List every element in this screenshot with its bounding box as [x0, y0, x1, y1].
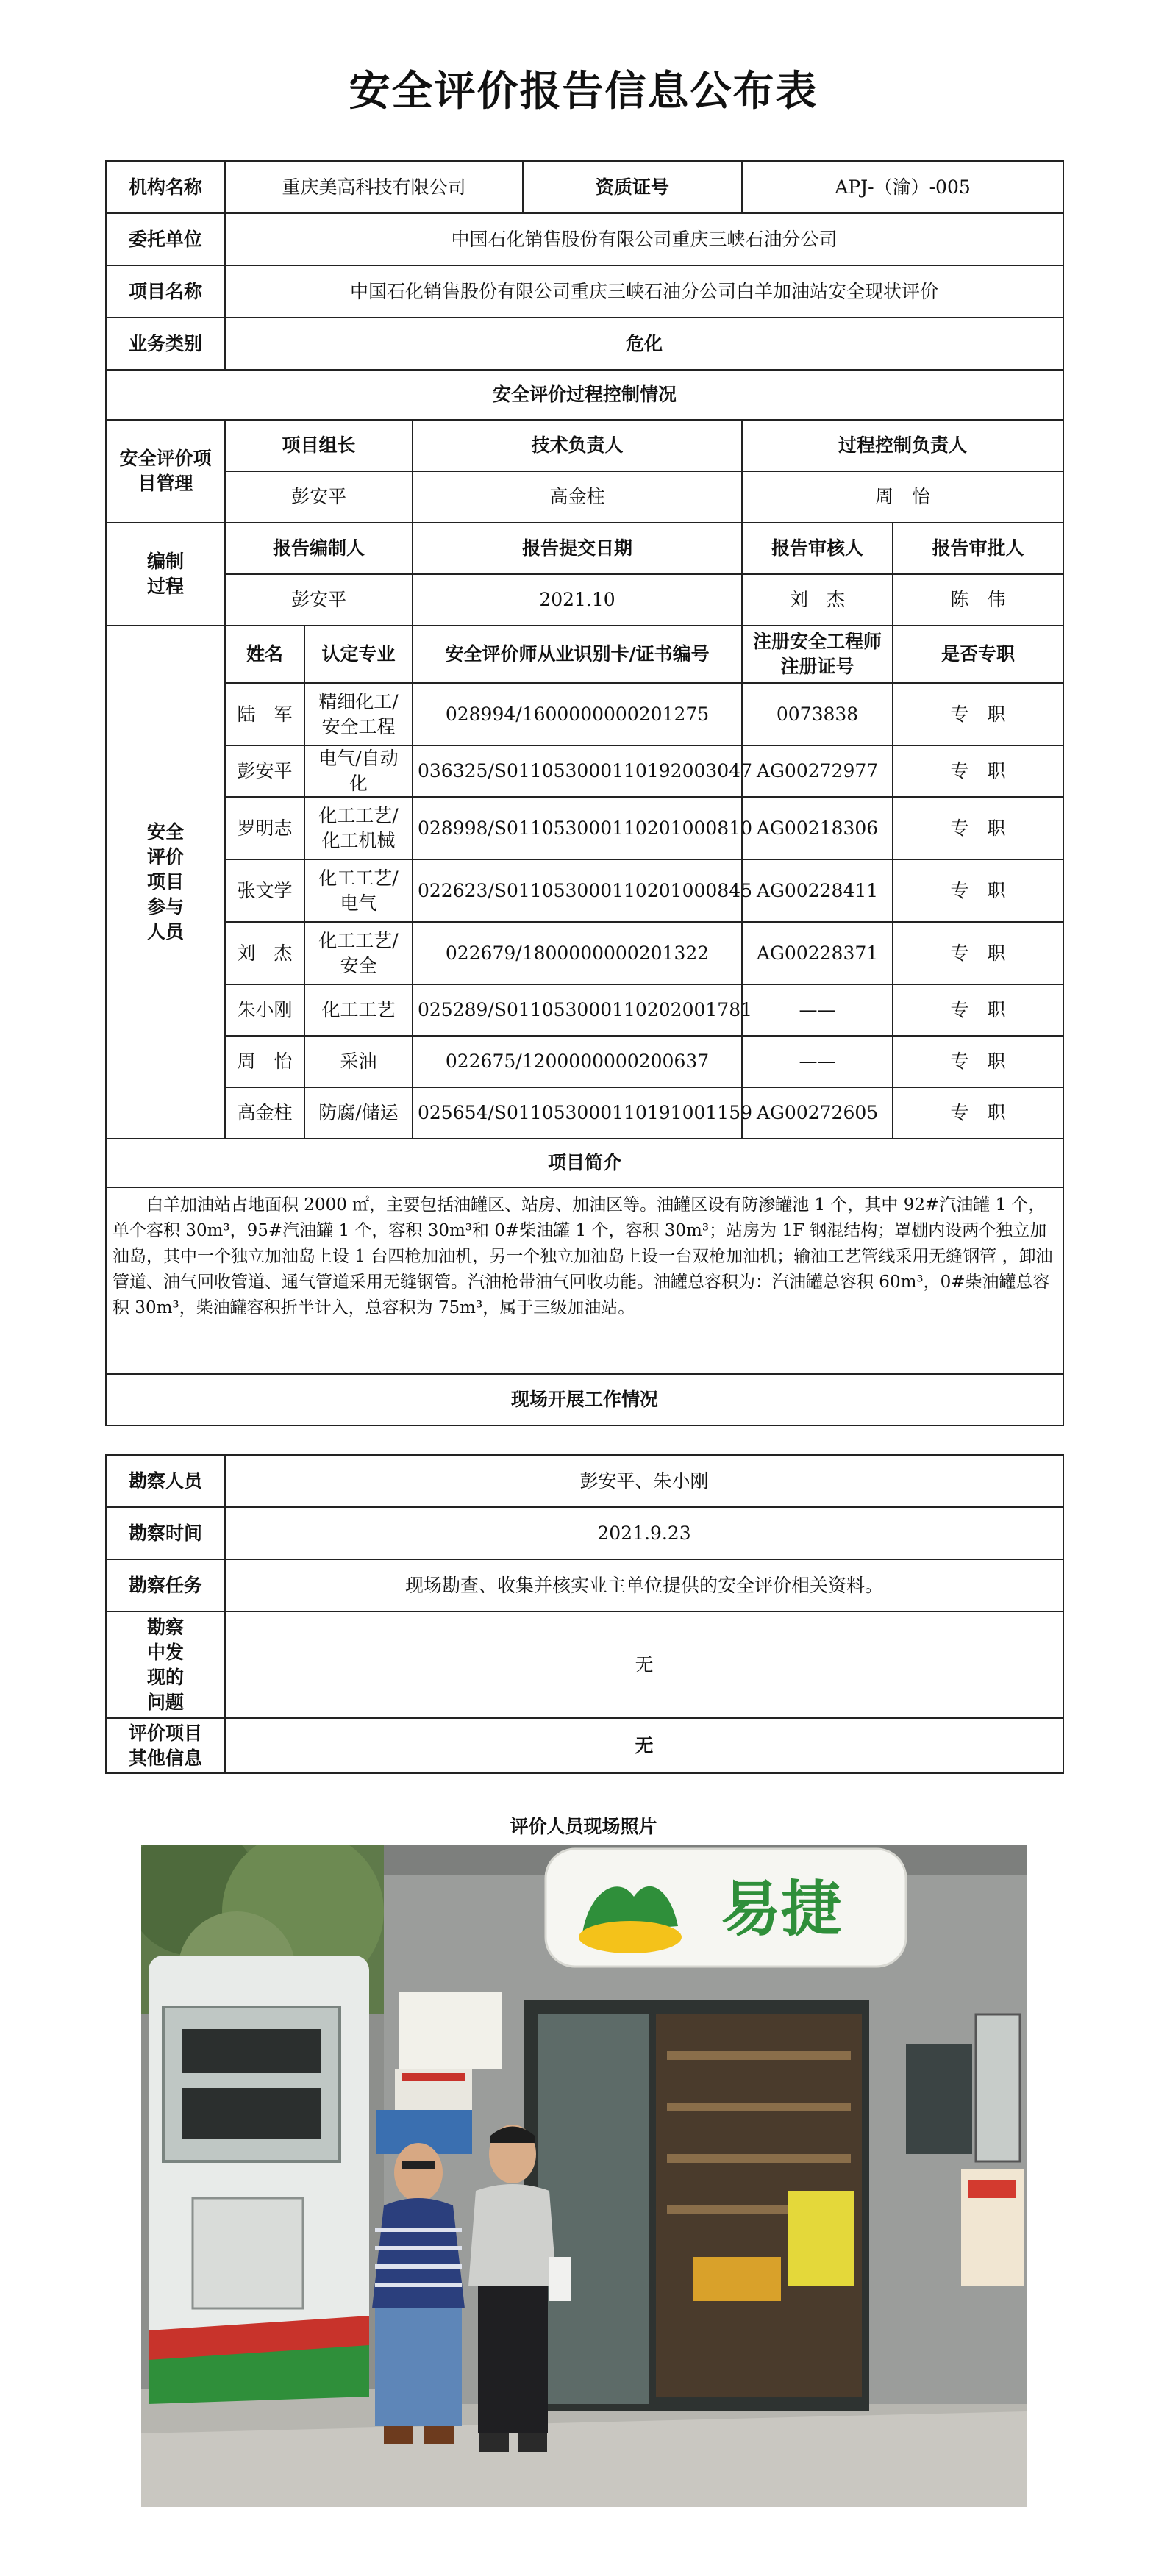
participant-major: 精细化工/安全工程	[304, 683, 413, 745]
project-label: 项目名称	[106, 265, 225, 318]
process-section-title: 安全评价过程控制情况	[106, 370, 1063, 420]
participant-card: 025654/S011053000110191001159	[413, 1087, 742, 1139]
participant-major: 电气/自动化	[304, 745, 413, 797]
participant-card: 036325/S011053000110192003047	[413, 745, 742, 797]
compile-header: 报告编制人	[225, 523, 413, 574]
mgmt-header: 过程控制负责人	[742, 420, 1063, 471]
participants-label	[106, 626, 225, 1139]
participants-label-text: 安全评价项目参与人员	[146, 821, 184, 942]
participant-card: 025289/S011053000110202001781	[413, 984, 742, 1036]
participant-card: 022679/1800000000201322	[413, 922, 742, 984]
issues-label-text: 勘察中发现的问题	[146, 1616, 184, 1713]
issues-value: 无	[225, 1611, 1063, 1718]
client-value: 中国石化销售股份有限公司重庆三峡石油分公司	[225, 213, 1063, 265]
cert-label: 资质证号	[523, 161, 742, 213]
participant-name: 张文学	[225, 859, 304, 922]
compile-value: 彭安平	[225, 574, 413, 626]
participant-fulltime: 专 职	[893, 683, 1063, 745]
table-row	[106, 984, 1063, 1036]
inspectors-label: 勘察人员	[106, 1455, 225, 1507]
participants-header: 注册安全工程师注册证号	[742, 626, 893, 683]
info-table	[105, 160, 1064, 1426]
category-label: 业务类别	[106, 318, 225, 370]
participant-name: 刘 杰	[225, 922, 304, 984]
table-row	[106, 1087, 1063, 1139]
participant-name: 高金柱	[225, 1087, 304, 1139]
participant-fulltime: 专 职	[893, 1036, 1063, 1087]
compile-value: 刘 杰	[742, 574, 893, 626]
participant-fulltime: 专 职	[893, 859, 1063, 922]
cert-value: APJ-（渝）-005	[742, 161, 1063, 213]
task-label: 勘察任务	[106, 1559, 225, 1611]
participant-reg: AG00272605	[742, 1087, 893, 1139]
participant-reg: AG00228371	[742, 922, 893, 984]
table-row	[106, 1036, 1063, 1087]
intro-title: 项目简介	[106, 1139, 1063, 1187]
compile-header: 报告审批人	[893, 523, 1063, 574]
site-photo-image	[141, 1845, 1027, 2507]
participant-name: 陆 军	[225, 683, 304, 745]
org-value: 重庆美高科技有限公司	[225, 161, 523, 213]
participants-header: 是否专职	[893, 626, 1063, 683]
page-title: 安全评价报告信息公布表	[349, 68, 818, 115]
client-label: 委托单位	[106, 213, 225, 265]
task-value: 现场勘查、收集并核实业主单位提供的安全评价相关资料。	[225, 1559, 1063, 1611]
participant-major: 化工工艺/安全	[304, 922, 413, 984]
participant-reg: ——	[742, 1036, 893, 1087]
inspectors-value: 彭安平、朱小刚	[225, 1455, 1063, 1507]
time-value: 2021.9.23	[225, 1507, 1063, 1559]
other-label-text: 评价项目其他信息	[128, 1722, 202, 1769]
time-label: 勘察时间	[106, 1507, 225, 1559]
participant-fulltime: 专 职	[893, 797, 1063, 859]
table-row	[106, 859, 1063, 922]
site-photo	[141, 1845, 1027, 2507]
compile-value: 2021.10	[413, 574, 742, 626]
mgmt-value: 周 怡	[742, 471, 1063, 523]
participant-card: 022675/1200000000200637	[413, 1036, 742, 1087]
mgmt-label: 安全评价项目管理	[106, 420, 225, 523]
table-row	[106, 683, 1063, 745]
intro-text: 白羊加油站占地面积 2000 ㎡，主要包括油罐区、站房、加油区等。油罐区设有防渗罐池 1 个，其中 92#汽油罐 1 个，单个容积 30m³，95#汽油罐 1 个，容积 30m³和 0#柴油罐 1 个，容积 30m³；站房为 1F 钢混结构；罩棚内设两个独立加油岛，其中一个独立加油岛上设 1 台四枪加油机，另一个独立加油岛上设一台双枪加油机；输油工艺管线采用无缝钢管 ，卸油管道、油气回收管道、通气管道采用无缝钢管。汽油枪带油气回收功能。油罐总容积为：汽油罐总容积 60m³，0#柴油罐总容积 30m³，柴油罐容积折半计入，总容积为 75m³，属于三级加油站。	[106, 1187, 1063, 1374]
participant-reg: AG00272977	[742, 745, 893, 797]
fieldwork-title: 现场开展工作情况	[106, 1374, 1063, 1425]
sign-text: 易捷	[720, 1875, 842, 1944]
compile-header: 报告提交日期	[413, 523, 742, 574]
mgmt-header: 项目组长	[225, 420, 413, 471]
table-row	[106, 745, 1063, 797]
photo-caption: 评价人员现场照片	[510, 1816, 657, 1837]
participant-name: 彭安平	[225, 745, 304, 797]
participant-fulltime: 专 职	[893, 745, 1063, 797]
compile-header: 报告审核人	[742, 523, 893, 574]
participants-header: 认定专业	[304, 626, 413, 683]
participant-major: 防腐/储运	[304, 1087, 413, 1139]
compile-label-text: 编制过程	[146, 551, 184, 597]
participants-header: 安全评价师从业识别卡/证书编号	[413, 626, 742, 683]
participant-fulltime: 专 职	[893, 1087, 1063, 1139]
participant-card: 022623/S011053000110201000845	[413, 859, 742, 922]
table-row	[106, 922, 1063, 984]
participant-card: 028994/1600000000201275	[413, 683, 742, 745]
table-row	[106, 797, 1063, 859]
participant-reg: AG00218306	[742, 797, 893, 859]
mgmt-value: 高金柱	[413, 471, 742, 523]
participant-reg: AG00228411	[742, 859, 893, 922]
fieldwork-table	[105, 1454, 1064, 1774]
participant-name: 罗明志	[225, 797, 304, 859]
participant-card: 028998/S011053000110201000810	[413, 797, 742, 859]
participant-reg: 0073838	[742, 683, 893, 745]
category-value: 危化	[225, 318, 1063, 370]
participant-major: 化工工艺/化工机械	[304, 797, 413, 859]
compile-value: 陈 伟	[893, 574, 1063, 626]
participant-major: 化工工艺/电气	[304, 859, 413, 922]
project-value: 中国石化销售股份有限公司重庆三峡石油分公司白羊加油站安全现状评价	[225, 265, 1063, 318]
participant-major: 采油	[304, 1036, 413, 1087]
participant-major: 化工工艺	[304, 984, 413, 1036]
compile-label	[106, 523, 225, 626]
issues-label	[106, 1611, 225, 1718]
participant-reg: ——	[742, 984, 893, 1036]
participant-fulltime: 专 职	[893, 984, 1063, 1036]
other-label	[106, 1718, 225, 1773]
mgmt-header: 技术负责人	[413, 420, 742, 471]
org-label: 机构名称	[106, 161, 225, 213]
participant-name: 周 怡	[225, 1036, 304, 1087]
participant-fulltime: 专 职	[893, 922, 1063, 984]
other-value: 无	[225, 1718, 1063, 1773]
mgmt-value: 彭安平	[225, 471, 413, 523]
participants-header: 姓名	[225, 626, 304, 683]
participant-name: 朱小刚	[225, 984, 304, 1036]
